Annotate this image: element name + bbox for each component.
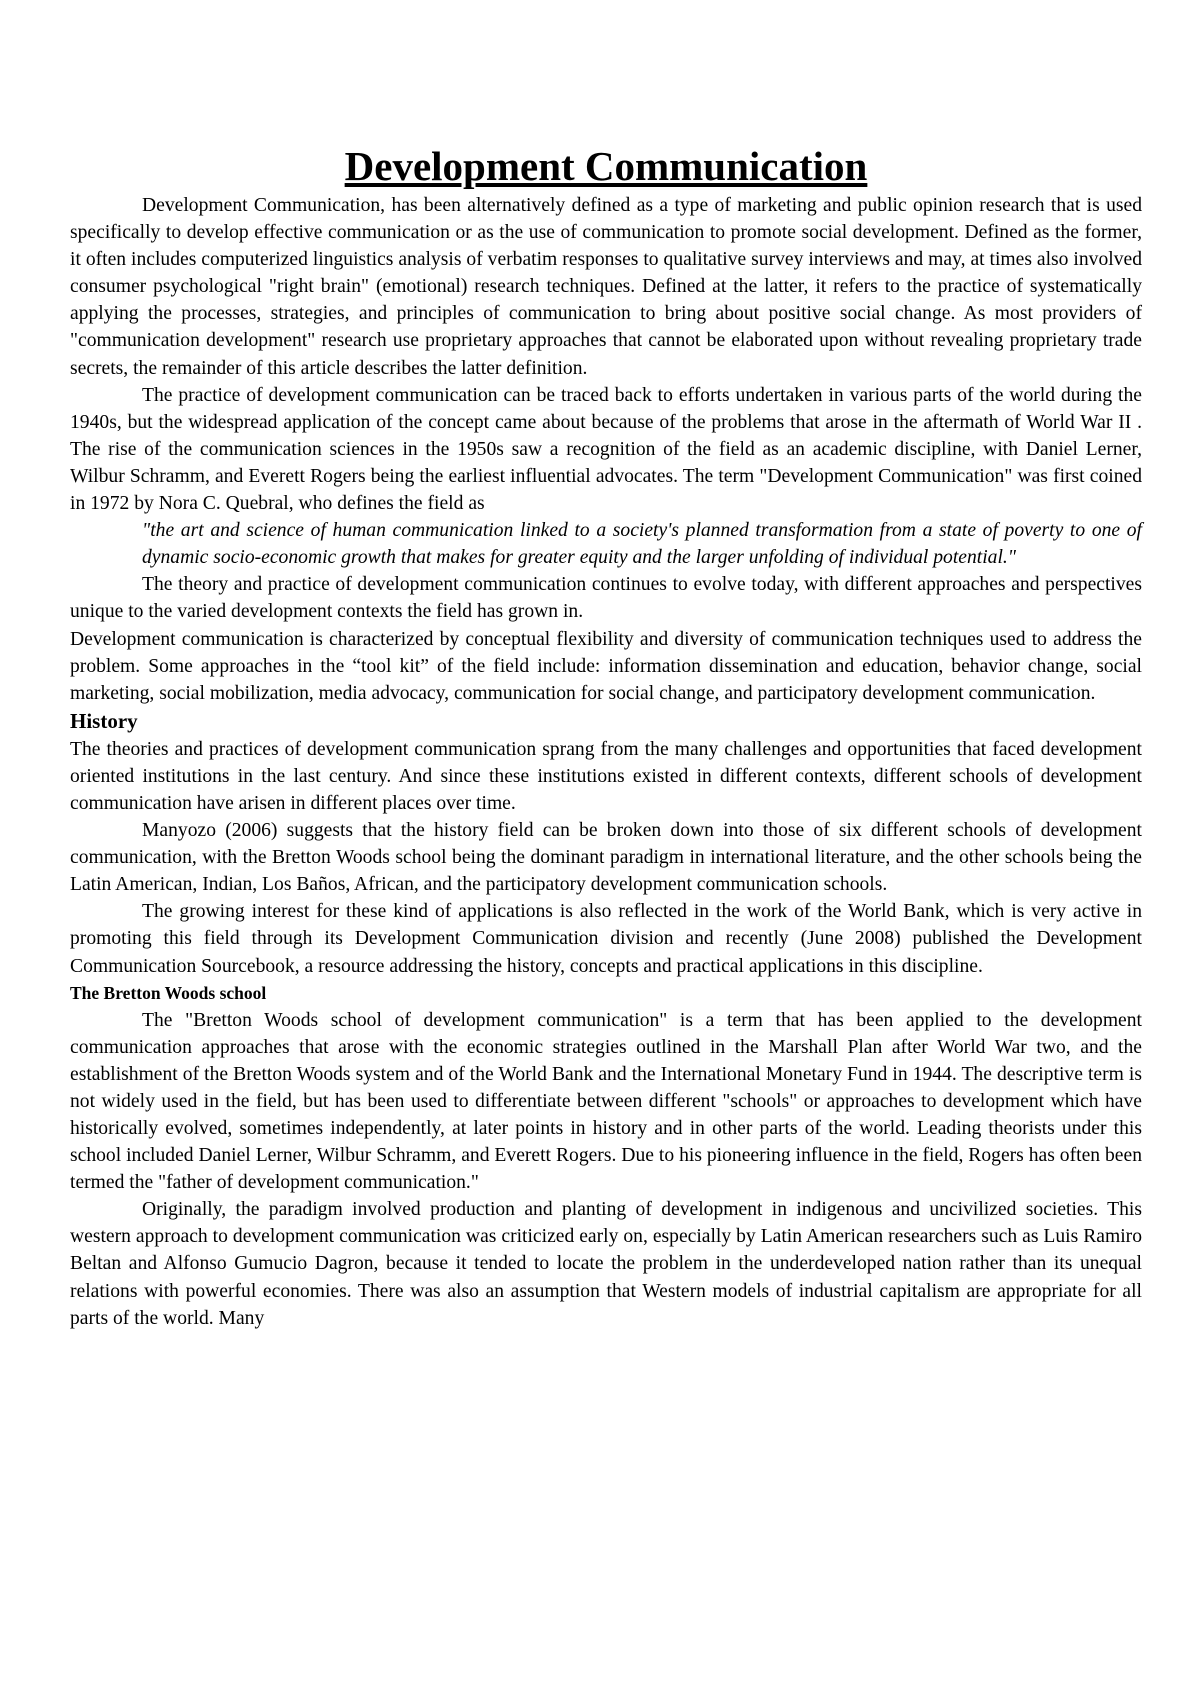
bretton-woods-paragraph-2: Originally, the paradigm involved production and planting of development in indigenous and uncivilized societies. This western approach to development communication was criticized early on, especially by Latin American researchers such as Luis Ramiro Beltan and Alfonso Gumucio Dagron, because it tended to locate the problem in the underdeveloped nation rather than its unequal relations with powerful economies. There was also an assumption that Western models of industrial capitalism are appropriate for all parts of the world. Many (70, 1199, 1142, 1329)
bretton-woods-heading: The Bretton Woods school (70, 982, 267, 1003)
quebral-quote: "the art and science of human communication linked to a society's planned transformation from a state of poverty to one of dynamic socio-economic growth that makes for greater equity and the larger unfolding of individual potential." (142, 520, 1142, 569)
bretton-woods-paragraph-1: The "Bretton Woods school of development communication" is a term that has been applied to the development communication approaches that arose with the economic strategies outlined in the Marshall Plan after World War two, and the establishment of the Bretton Woods system and of the World Bank and the International Monetary Fund in 1944. The descriptive term is not widely used in the field, but has been used to differentiate between different "schools" or approaches to development which have historically evolved, sometimes independently, at later points in history and in other parts of the world. Leading theorists under this school included Daniel Lerner, Wilbur Schramm, and Everett Rogers. Due to his pioneering influence in the field, Rogers has often been termed the "father of development communication." (70, 1009, 1142, 1194)
intro-paragraph-1: Development Communication, has been alternatively defined as a type of marketing and public opinion research that is used specifically to develop effective communication or as the use of communication to promote social development. Defined as the former, it often includes computerized linguistics analysis of verbatim responses to qualitative survey interviews and may, at times also involved consumer psychological "right brain" (emotional) research techniques. Defined at the latter, it refers to the practice of systematically applying the processes, strategies, and principles of communication to bring about positive social change. As most providers of "communication development" research use proprietary approaches that cannot be elaborated upon without revealing proprietary trade secrets, the remainder of this article describes the latter definition. (70, 195, 1142, 379)
intro-paragraph-2: The practice of development communication can be traced back to efforts undertaken in various parts of the world during the 1940s, but the widespread application of the concept came about because of the problems that arose in the aftermath of World War II . The rise of the communication sciences in the 1950s saw a recognition of the field as an academic discipline, with Daniel Lerner, Wilbur Schramm, and Everett Rogers being the earliest influential advocates. The term "Development Communication" was first coined in 1972 by Nora C. Quebral, who defines the field as (70, 384, 1142, 515)
toolkit-paragraph: Development communication is characterized by conceptual flexibility and diversity of communication techniques used to address the problem. Some approaches in the “tool kit” of the field include: information dissemination and education, behavior change, social marketing, social mobilization, media advocacy, communication for social change, and participatory development communication. (70, 628, 1142, 704)
history-paragraph-2: Manyozo (2006) suggests that the history field can be broken down into those of six different schools of development communication, with the Bretton Woods school being the dominant paradigm in international literature, and the other schools being the Latin American, Indian, Los Baños, African, and the participatory development communication schools. (70, 820, 1142, 896)
theory-paragraph: The theory and practice of development communication continues to evolve today, with different approaches and perspectives unique to the varied development contexts the field has grown in. (70, 574, 1142, 623)
history-heading: History (70, 708, 138, 733)
history-paragraph-3: The growing interest for these kind of applications is also reflected in the work of the World Bank, which is very active in promoting this field through its Development Communication division and recently (June 2008) published the Development Communication Sourcebook, a resource addressing the history, concepts and practical applications in this discipline. (70, 901, 1142, 977)
history-paragraph-1: The theories and practices of development communication sprang from the many challenges and opportunities that faced development oriented institutions in the last century. And since these institutions existed in different contexts, different schools of development communication have arisen in different places over time. (70, 738, 1142, 814)
page-title: Development Communication (344, 143, 868, 189)
document-page (70, 140, 1142, 1332)
